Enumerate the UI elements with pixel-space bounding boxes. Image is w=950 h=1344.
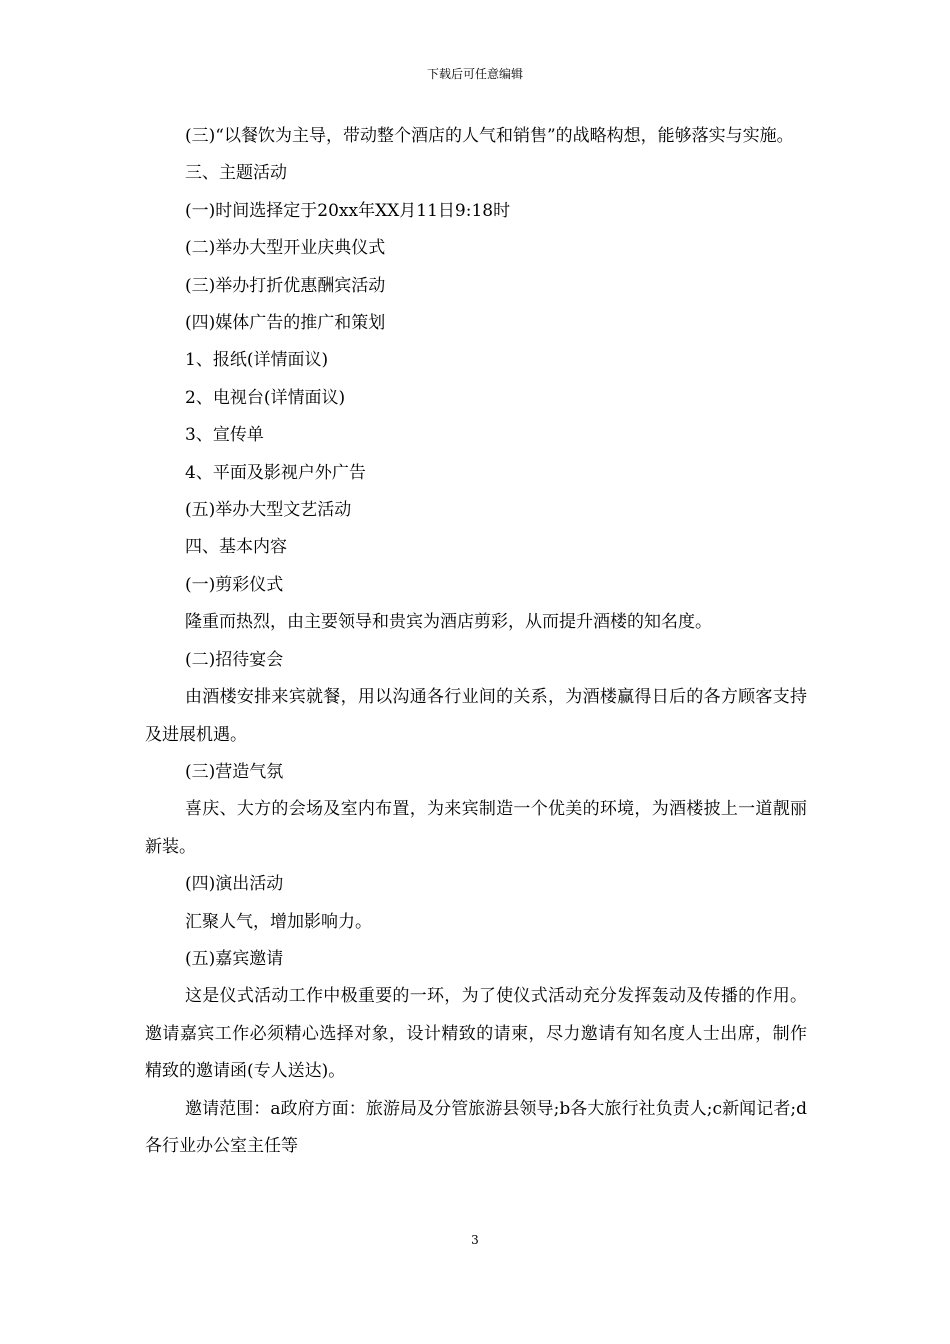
paragraph-banquet: 由酒楼安排来宾就餐，用以沟通各行业间的关系，为酒楼赢得日后的各方顾客支持及进展机遇。 — [145, 687, 807, 745]
page-number: 3 — [471, 1233, 479, 1247]
list-item-guests: (五)嘉宾邀请 — [185, 948, 284, 969]
list-item-time: (一)时间选择定于20xx年XX月11日9:18时 — [185, 200, 511, 221]
paragraph-strategy: (三)“以餐饮为主导，带动整个酒店的人气和销售”的战略构想，能够落实与实施。 — [185, 126, 794, 146]
list-item-newspaper: 1、报纸(详情面议) — [185, 350, 329, 371]
paragraph-guests: 这是仪式活动工作中极重要的一环，为了使仪式活动充分发挥轰动及传播的作用。邀请嘉宾工作必须精心选择对象，设计精致的请柬，尽力邀请有知名度人士出席，制作精致的邀请函(专人送达)。 — [145, 986, 807, 1082]
paragraph-invite-scope: 邀请范围：a政府方面：旅游局及分管旅游县领导;b各大旅行社负责人;c新闻记者;d各行业办公室主任等 — [145, 1098, 807, 1156]
heading-basic-content: 四、基本内容 — [185, 537, 287, 558]
paragraph-ribbon: 隆重而热烈，由主要领导和贵宾为酒店剪彩，从而提升酒楼的知名度。 — [185, 612, 712, 633]
paragraph-performance: 汇聚人气，增加影响力。 — [185, 911, 372, 932]
list-item-ribbon: (一)剪彩仪式 — [185, 574, 284, 595]
list-item-media: (四)媒体广告的推广和策划 — [185, 313, 386, 334]
heading-theme-activities: 三、主题活动 — [185, 163, 287, 184]
list-item-flyer: 3、宣传单 — [185, 425, 264, 446]
list-item-discount: (三)举办打折优惠酬宾活动 — [185, 275, 386, 296]
list-item-tv: 2、电视台(详情面议) — [185, 387, 346, 408]
list-item-atmosphere: (三)营造气氛 — [185, 761, 284, 782]
list-item-arts: (五)举办大型文艺活动 — [185, 500, 352, 521]
list-item-performance: (四)演出活动 — [185, 874, 284, 895]
page-header: 下载后可任意编辑 — [426, 67, 523, 81]
list-item-outdoor-ads: 4、平面及影视户外广告 — [185, 462, 366, 483]
list-item-banquet: (二)招待宴会 — [185, 649, 284, 670]
document-body — [145, 118, 807, 1165]
list-item-ceremony: (二)举办大型开业庆典仪式 — [185, 238, 386, 259]
paragraph-atmosphere: 喜庆、大方的会场及室内布置，为来宾制造一个优美的环境，为酒楼披上一道靓丽新装。 — [145, 799, 807, 857]
